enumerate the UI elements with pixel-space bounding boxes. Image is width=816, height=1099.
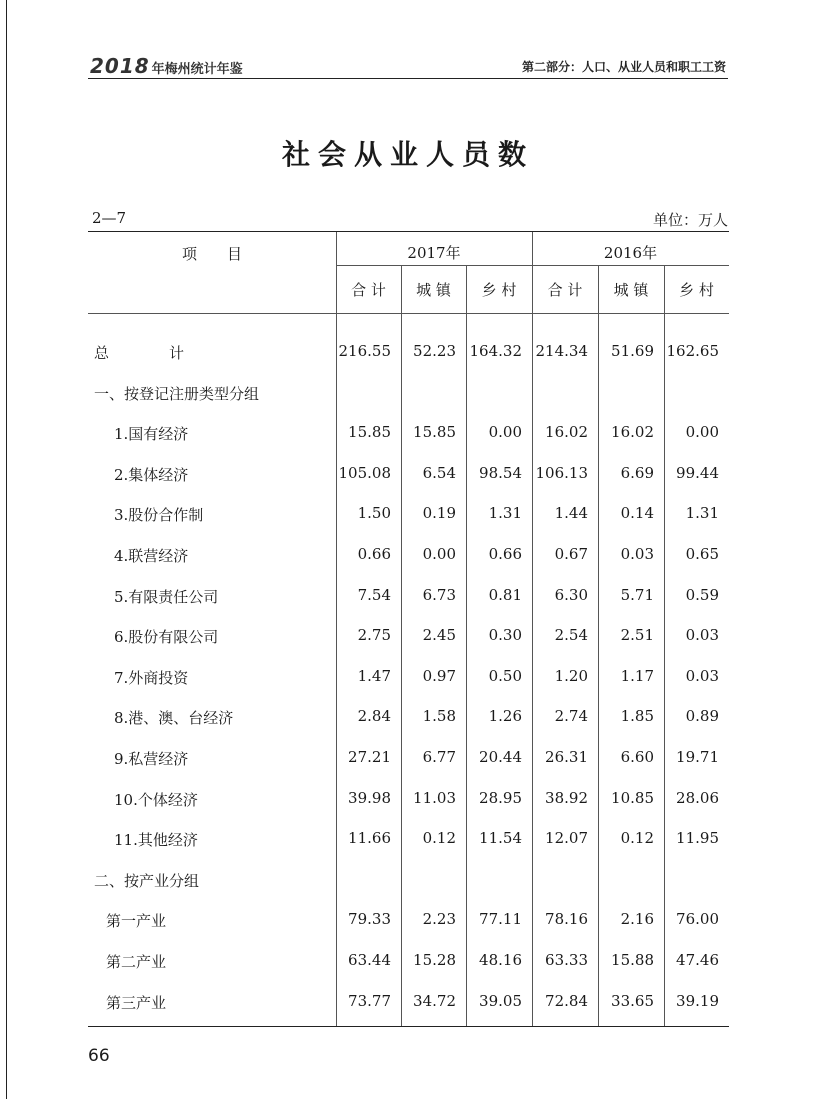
year-header-rule	[336, 265, 729, 266]
cell-value: 5.71	[620, 585, 654, 604]
row-label: 3.股份合作制	[114, 506, 204, 525]
row-label: 二、按产业分组	[94, 871, 200, 890]
row-label: 4.联营经济	[114, 547, 189, 565]
page-number: 66	[88, 1046, 110, 1066]
table-row	[88, 910, 729, 934]
rural-subheader: 乡 村	[679, 281, 714, 299]
cell-value: 2.74	[554, 707, 588, 726]
cell-value: 19.71	[676, 748, 719, 766]
row-label: 6.股份有限公司	[114, 628, 219, 647]
cell-value: 2.54	[554, 626, 588, 645]
cell-value: 0.14	[620, 504, 654, 523]
cell-value: 99.44	[676, 463, 719, 482]
cell-value: 0.89	[685, 707, 719, 726]
cell-value: 6.77	[422, 748, 456, 766]
cell-value: 6.60	[620, 748, 654, 766]
total-subheader: 合 计	[547, 281, 583, 299]
table-row	[88, 829, 729, 853]
yearbook-year: 2018	[90, 54, 150, 78]
running-header	[88, 52, 728, 79]
cell-value: 0.81	[488, 585, 522, 604]
row-label: 第二产业	[106, 953, 167, 971]
cell-value: 0.66	[488, 545, 522, 563]
cell-value: 16.02	[611, 423, 654, 442]
cell-value: 11.54	[479, 829, 522, 848]
cell-value: 39.19	[676, 991, 719, 1010]
cell-value: 7.54	[357, 585, 391, 604]
cell-value: 63.44	[348, 951, 391, 969]
table-row	[88, 423, 729, 447]
table-row	[88, 992, 729, 1016]
cell-value: 2.16	[620, 910, 654, 929]
item-column-header: 项 目	[181, 245, 242, 263]
cell-value: 34.72	[413, 991, 456, 1010]
cell-value: 1.20	[554, 666, 588, 685]
cell-value: 63.33	[545, 951, 588, 969]
cell-value: 1.31	[685, 504, 719, 523]
cell-value: 1.58	[422, 707, 456, 726]
cell-value: 11.95	[676, 829, 719, 848]
cell-value: 0.03	[620, 545, 654, 563]
cell-value: 2.51	[620, 626, 654, 645]
cell-value: 15.28	[413, 951, 456, 969]
yearbook-name: 年梅州统计年鉴	[151, 62, 243, 77]
row-label: 8.港、澳、台经济	[114, 709, 234, 728]
row-label: 第一产业	[106, 912, 167, 931]
cell-value: 1.31	[488, 504, 522, 523]
cell-value: 0.50	[488, 666, 522, 685]
cell-value: 39.98	[348, 788, 391, 807]
table-row	[88, 748, 729, 772]
row-label: 9.私营经济	[114, 750, 189, 768]
table-row	[88, 870, 729, 894]
cell-value: 0.00	[488, 423, 522, 442]
cell-value: 0.19	[422, 504, 456, 523]
cell-value: 27.21	[348, 748, 391, 766]
table-row	[88, 951, 729, 975]
cell-value: 6.73	[422, 585, 456, 604]
cell-value: 6.30	[554, 585, 588, 604]
cell-value: 1.50	[357, 504, 391, 523]
cell-value: 15.85	[413, 423, 456, 442]
table-row	[88, 464, 729, 488]
row-label: 7.外商投资	[114, 668, 189, 687]
cell-value: 216.55	[338, 342, 391, 360]
cell-value: 0.12	[620, 829, 654, 848]
page-title: 社会从业人员数	[281, 138, 534, 171]
table-row	[88, 707, 729, 731]
table-row	[88, 586, 729, 610]
cell-value: 0.30	[488, 626, 522, 645]
cell-value: 2.23	[422, 910, 456, 929]
table-number: 2—7	[92, 209, 127, 227]
cell-value: 0.67	[554, 545, 588, 563]
row-label: 1.国有经济	[114, 425, 189, 444]
cell-value: 0.00	[685, 423, 719, 442]
cell-value: 98.54	[479, 463, 522, 482]
cell-value: 72.84	[545, 991, 588, 1010]
cell-value: 6.54	[422, 463, 456, 482]
urban-subheader: 城 镇	[416, 281, 451, 299]
cell-value: 10.85	[611, 788, 654, 807]
cell-value: 2.75	[357, 626, 391, 645]
cell-value: 51.69	[611, 342, 654, 360]
row-label: 一、按登记注册类型分组	[94, 384, 260, 403]
row-label: 5.有限责任公司	[114, 587, 219, 606]
cell-value: 0.03	[685, 666, 719, 685]
cell-value: 1.44	[554, 504, 588, 523]
year-2016-header: 2016年	[603, 244, 658, 262]
cell-value: 47.46	[676, 951, 719, 969]
cell-value: 214.34	[535, 342, 588, 360]
rural-subheader: 乡 村	[481, 281, 517, 299]
cell-value: 38.92	[545, 788, 588, 807]
cell-value: 0.97	[422, 666, 456, 685]
table-row	[88, 789, 729, 813]
cell-value: 1.17	[620, 666, 654, 685]
cell-value: 28.95	[479, 788, 522, 807]
urban-subheader: 城 镇	[613, 281, 649, 299]
cell-value: 79.33	[348, 910, 391, 929]
cell-value: 39.05	[479, 991, 522, 1010]
cell-value: 164.32	[469, 342, 522, 360]
cell-value: 105.08	[338, 463, 391, 482]
cell-value: 76.00	[676, 910, 719, 929]
cell-value: 48.16	[479, 951, 522, 969]
cell-value: 106.13	[535, 463, 588, 482]
employment-table	[88, 231, 729, 1027]
total-subheader: 合 计	[351, 281, 386, 299]
cell-value: 15.88	[611, 951, 654, 969]
row-label: 11.其他经济	[114, 831, 198, 850]
cell-value: 77.11	[479, 910, 522, 929]
section-title: 第二部分：人口、从业人员和职工工资	[521, 60, 726, 74]
cell-value: 16.02	[545, 423, 588, 442]
table-row	[88, 342, 729, 366]
cell-value: 11.03	[413, 788, 456, 807]
row-label: 第三产业	[106, 993, 167, 1012]
cell-value: 0.65	[685, 545, 719, 563]
cell-value: 0.12	[422, 829, 456, 848]
cell-value: 12.07	[545, 829, 588, 848]
cell-value: 1.26	[488, 707, 522, 726]
cell-value: 52.23	[413, 342, 456, 360]
cell-value: 78.16	[545, 910, 588, 929]
table-row	[88, 504, 729, 528]
cell-value: 2.45	[422, 626, 456, 645]
cell-value: 2.84	[357, 707, 391, 726]
cell-value: 0.66	[357, 545, 391, 563]
cell-value: 0.59	[685, 585, 719, 604]
cell-value: 0.00	[422, 545, 456, 563]
row-label: 总 计	[94, 344, 185, 362]
cell-value: 162.65	[666, 342, 719, 360]
table-row	[88, 383, 729, 407]
unit-label: 单位：万人	[652, 211, 728, 229]
table-row	[88, 626, 729, 650]
table-row	[88, 667, 729, 691]
yearbook-title	[90, 54, 243, 78]
cell-value: 20.44	[479, 748, 522, 766]
year-2017-header: 2017年	[407, 244, 461, 262]
table-row	[88, 545, 729, 569]
cell-value: 33.65	[611, 991, 654, 1010]
cell-value: 15.85	[348, 423, 391, 442]
header-bottom-rule	[88, 313, 729, 314]
cell-value: 11.66	[348, 829, 391, 848]
cell-value: 26.31	[545, 748, 588, 766]
cell-value: 28.06	[676, 788, 719, 807]
row-label: 10.个体经济	[114, 790, 198, 809]
cell-value: 1.47	[357, 666, 391, 685]
row-label: 2.集体经济	[114, 465, 189, 484]
cell-value: 6.69	[620, 463, 654, 482]
cell-value: 1.85	[620, 707, 654, 726]
cell-value: 0.03	[685, 626, 719, 645]
cell-value: 73.77	[348, 991, 391, 1010]
